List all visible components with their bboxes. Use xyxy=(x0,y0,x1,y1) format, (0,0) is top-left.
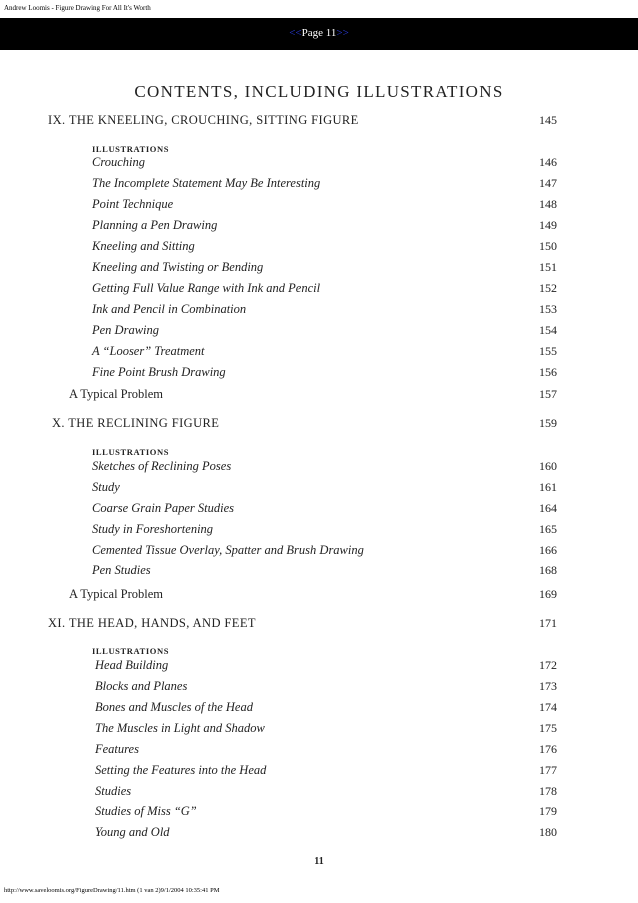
scanned-page xyxy=(0,50,638,880)
toc-entry-page: 156 xyxy=(539,365,557,379)
toc-entry-page: 149 xyxy=(539,218,557,232)
toc-entry-page: 147 xyxy=(539,176,557,190)
toc-row-item xyxy=(0,700,638,720)
toc-entry-page: 151 xyxy=(539,260,557,274)
toc-entry-page: 180 xyxy=(539,825,557,839)
toc-row-item xyxy=(0,459,638,479)
toc-entry-label: Bones and Muscles of the Head xyxy=(95,700,253,714)
toc-row-item xyxy=(0,501,638,521)
toc-row-item xyxy=(0,218,638,238)
toc-entry-label: Young and Old xyxy=(95,825,170,839)
toc-entry-page: 171 xyxy=(539,616,557,630)
toc-row-item xyxy=(0,155,638,175)
toc-row-item xyxy=(0,763,638,783)
toc-entry-label: Sketches of Reclining Poses xyxy=(92,459,232,473)
toc-row-item xyxy=(0,365,638,385)
toc-entry-label: XI. THE HEAD, HANDS, AND FEET xyxy=(48,616,256,630)
toc-entry-page: 165 xyxy=(539,522,557,536)
toc-entry-page: 154 xyxy=(539,323,557,337)
toc-entry-page: 150 xyxy=(539,239,557,253)
toc-entry-page: 160 xyxy=(539,459,557,473)
toc-row-item xyxy=(0,721,638,741)
toc-entry-label: A Typical Problem xyxy=(69,387,164,401)
page-label: Page 11 xyxy=(301,27,337,39)
toc-entry-page: 177 xyxy=(539,763,557,777)
toc-entry-page: 174 xyxy=(539,700,557,714)
toc-entry-page: 179 xyxy=(539,804,557,818)
toc-entry-label: ILLUSTRATIONS xyxy=(92,646,170,656)
toc-entry-label: IX. THE KNEELING, CROUCHING, SITTING FIGURE xyxy=(48,113,359,127)
toc-entry-label: Pen Studies xyxy=(92,563,151,577)
toc-row-item xyxy=(0,563,638,583)
toc-entry-page: 169 xyxy=(539,587,557,601)
toc-entry-label: Studies of Miss “G” xyxy=(95,804,197,818)
next-page-link[interactable]: >> xyxy=(336,27,349,39)
toc-entry-page: 175 xyxy=(539,721,557,735)
toc-row-item xyxy=(0,480,638,500)
toc-row-item xyxy=(0,804,638,824)
toc-entry-page: 152 xyxy=(539,281,557,295)
toc-entry-page: 146 xyxy=(539,155,557,169)
toc-entry-page: 168 xyxy=(539,563,557,577)
toc-row-item xyxy=(0,344,638,364)
toc-entry-page: 145 xyxy=(539,113,557,127)
toc-row-chapter xyxy=(0,616,638,636)
toc-row-item xyxy=(0,239,638,259)
prev-page-link[interactable]: << xyxy=(289,27,302,39)
toc-row-problem xyxy=(0,587,638,607)
toc-entry-label: Studies xyxy=(95,784,132,798)
toc-entry-label: Study xyxy=(92,480,120,494)
page-nav xyxy=(0,27,638,39)
toc-entry-page: 155 xyxy=(539,344,557,358)
toc-entry-label: Ink and Pencil in Combination xyxy=(92,302,247,316)
toc-entry-page: 172 xyxy=(539,658,557,672)
toc-entry-label: Head Building xyxy=(95,658,169,672)
toc-row-item xyxy=(0,825,638,845)
toc-entry-label: Blocks and Planes xyxy=(95,679,188,693)
footer-url: http://www.saveloomis.org/FigureDrawing/11.htm (1 van 2)9/1/2004 10:35:41 PM xyxy=(4,887,220,894)
toc-row-item xyxy=(0,281,638,301)
toc-row-chapter xyxy=(0,113,638,133)
toc-row-item xyxy=(0,658,638,678)
toc-entry-label: A “Looser” Treatment xyxy=(92,344,205,358)
page-title: CONTENTS, INCLUDING ILLUSTRATIONS xyxy=(134,82,504,101)
toc-entry-label: The Muscles in Light and Shadow xyxy=(95,721,265,735)
toc-entry-label: X. THE RECLINING FIGURE xyxy=(52,416,220,430)
toc-entry-page: 157 xyxy=(539,387,557,401)
toc-row-item xyxy=(0,543,638,563)
toc-row-item xyxy=(0,323,638,343)
toc-entry-label: Study in Foreshortening xyxy=(92,522,214,536)
toc-entry-label: Point Technique xyxy=(92,197,174,211)
toc-entry-page: 153 xyxy=(539,302,557,316)
page-number: 11 xyxy=(314,856,324,867)
toc-row-item xyxy=(0,522,638,542)
toc-entry-label: Getting Full Value Range with Ink and Pencil xyxy=(92,281,321,295)
toc-row-problem xyxy=(0,387,638,407)
toc-entry-page: 164 xyxy=(539,501,557,515)
toc-entry-label: Kneeling and Twisting or Bending xyxy=(92,260,264,274)
toc-entry-page: 176 xyxy=(539,742,557,756)
toc-entry-label: Cemented Tissue Overlay, Spatter and Brush Drawing xyxy=(92,543,364,557)
toc-row-item xyxy=(0,260,638,280)
toc-entry-label: Setting the Features into the Head xyxy=(95,763,267,777)
toc-entry-label: Coarse Grain Paper Studies xyxy=(92,501,235,515)
page-nav-bar xyxy=(0,18,638,50)
toc-row-item xyxy=(0,302,638,322)
toc-entry-label: Features xyxy=(95,742,139,756)
toc-entry-page: 173 xyxy=(539,679,557,693)
toc-row-item xyxy=(0,679,638,699)
window-title: Andrew Loomis - Figure Drawing For All It's Worth xyxy=(4,4,151,12)
toc-entry-label: Fine Point Brush Drawing xyxy=(92,365,226,379)
toc-entry-page: 148 xyxy=(539,197,557,211)
toc-entry-page: 161 xyxy=(539,480,557,494)
toc-entry-label: Crouching xyxy=(92,155,146,169)
toc-entry-label: A Typical Problem xyxy=(69,587,164,601)
toc-row-item xyxy=(0,742,638,762)
toc-entry-label: ILLUSTRATIONS xyxy=(92,447,170,457)
toc-entry-label: The Incomplete Statement May Be Interesting xyxy=(92,176,321,190)
toc-row-item xyxy=(0,197,638,217)
toc-entry-label: Kneeling and Sitting xyxy=(92,239,195,253)
toc-entry-page: 166 xyxy=(539,543,557,557)
window-header xyxy=(0,0,638,18)
toc-entry-page: 159 xyxy=(539,416,557,430)
toc-row-item xyxy=(0,176,638,196)
toc-entry-label: Pen Drawing xyxy=(92,323,160,337)
toc-entry-label: Planning a Pen Drawing xyxy=(92,218,218,232)
toc-entry-page: 178 xyxy=(539,784,557,798)
toc-row-chapter xyxy=(0,416,638,436)
toc-entry-label: ILLUSTRATIONS xyxy=(92,144,170,154)
toc-row-item xyxy=(0,784,638,804)
